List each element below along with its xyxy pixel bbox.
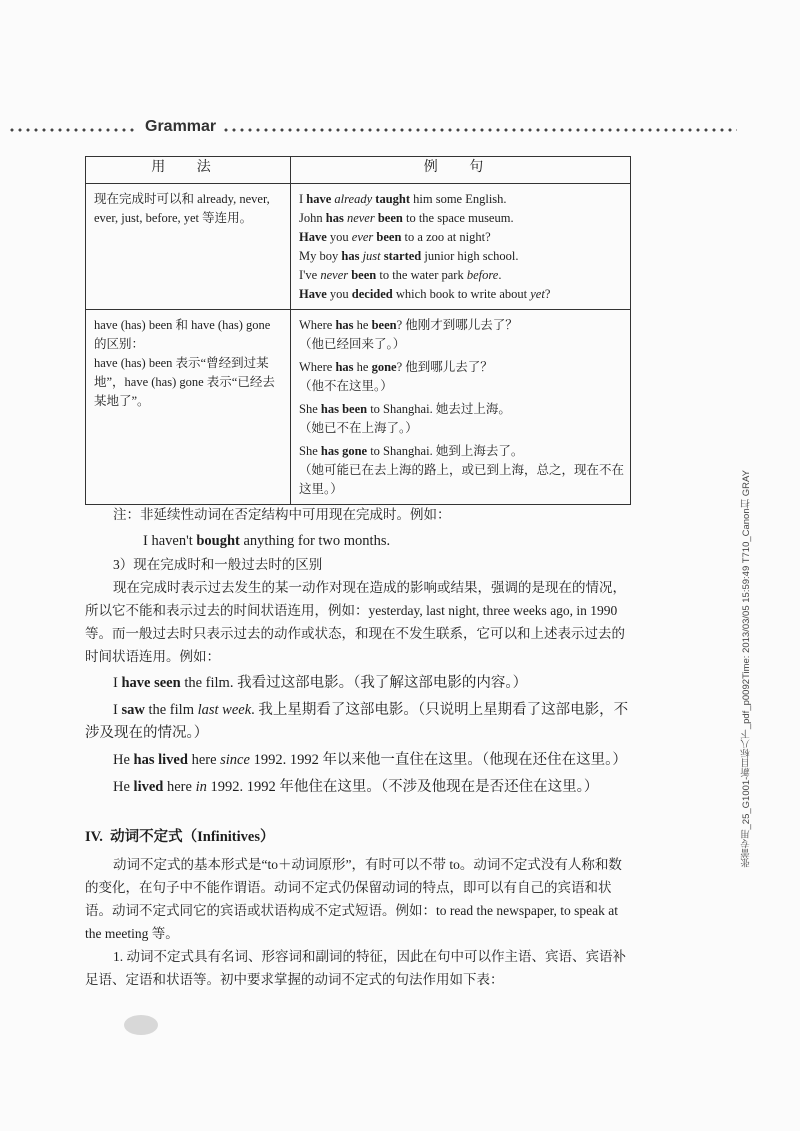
subsection-title: 3）现在完成时和一般过去时的区别 — [113, 557, 323, 572]
dotted-rule-right — [222, 127, 737, 133]
usage-cell — [86, 310, 291, 505]
column-header-usage: 用 法 — [86, 157, 291, 184]
table-row — [86, 184, 631, 310]
table-row — [86, 310, 631, 505]
scan-margin-label: 张蕾专用_25_G1001-新目标八下_pdf_p0092Time: 2013/03/05 15:59:49 T710_Canon扫 GRAY — [741, 470, 752, 868]
example-sentence: Have you ever been to a zoo at night? — [299, 230, 491, 244]
usage-text: have (has) been 表示“曾经到过某地”，have (has) gone 表示“已经去某地了”。 — [94, 356, 275, 408]
example-sentence: I have seen the film. 我看过这部电影。（我了解这部电影的内容。） — [113, 675, 528, 691]
example-sentence: He has lived here since 1992. 1992 年以来他一直住在这里。（他现在还住在这里。） — [113, 752, 627, 768]
example-sentence: Have you decided which book to write about yet? — [299, 287, 551, 301]
grammar-table — [85, 156, 631, 505]
paragraph: 现在完成时表示过去发生的某一动作对现在造成的影响或结果，强调的是现在的情况，所以它不能和表示过去的时间状语连用，例如：yesterday, last night, three weeks ago, in 1990 等。而一般过去时只表示过去的动作或状态，和现在不发生联系，它可以和上述表示过去的时间状语连用。例如： — [85, 580, 626, 664]
example-sentence: I have already taught him some English. — [299, 192, 507, 206]
examples-cell — [291, 184, 631, 310]
example-sentence: I saw the film last week. 我上星期看了这部电影。（只说明上星期看了这部电影，不涉及现在的情况。） — [85, 702, 629, 741]
note-block — [85, 503, 633, 553]
page-number-mark — [124, 1015, 158, 1035]
examples-cell — [291, 310, 631, 505]
section-heading: IV. 动词不定式（Infinitives） — [85, 829, 275, 845]
example-note: （他已经回来了。） — [299, 337, 406, 351]
example-sentence: Where has he gone? 他到哪儿去了？ — [299, 360, 493, 374]
section-4 — [85, 826, 633, 991]
note-example: I haven't bought anything for two months. — [143, 533, 391, 549]
example-note: （她可能已在去上海的路上，或已到上海，总之，现在不在这里。） — [299, 463, 625, 496]
usage-text: have (has) been 和 have (has) gone 的区别： — [94, 318, 271, 351]
example-sentence: She has gone to Shanghai. 她到上海去了。 — [299, 444, 524, 458]
section-title: Grammar — [145, 118, 217, 135]
usage-cell: 现在完成时可以和 already, never, ever, just, before, yet 等连用。 — [86, 184, 291, 310]
example-note: （他不在这里。） — [299, 379, 393, 393]
column-header-examples: 例 句 — [291, 157, 631, 184]
example-sentence: My boy has just started junior high school. — [299, 249, 519, 263]
example-sentence: He lived here in 1992. 1992 年他住在这里。（不涉及他现在是否还住在这里。） — [113, 779, 599, 795]
paragraph: 动词不定式的基本形式是“to＋动词原形”，有时可以不带 to。动词不定式没有人称和数的变化，在句子中不能作谓语。动词不定式仍保留动词的特点，即可以有自己的宾语和状语。动词不定式同它的宾语或状语构成不定式短语。例如：to read the newspaper, to speak at the meeting 等。 — [85, 857, 622, 941]
note-text: 注：非延续性动词在否定结构中可用现在完成时。例如： — [113, 507, 451, 522]
example-sentence: John has never been to the space museum. — [299, 211, 514, 225]
example-note: （她已不在上海了。） — [299, 421, 418, 435]
paragraph: 1. 动词不定式具有名词、形容词和副词的特征，因此在句中可以作主语、宾语、宾语补足语、定语和状语等。初中要求掌握的动词不定式的句法作用如下表： — [85, 949, 626, 987]
example-sentence: I've never been to the water park before. — [299, 268, 502, 282]
example-sentence: Where has he been? 他刚才到哪儿去了？ — [299, 318, 518, 332]
subsection-3 — [85, 553, 633, 799]
dotted-rule-left — [8, 127, 138, 133]
example-sentence: She has been to Shanghai. 她去过上海。 — [299, 402, 511, 416]
